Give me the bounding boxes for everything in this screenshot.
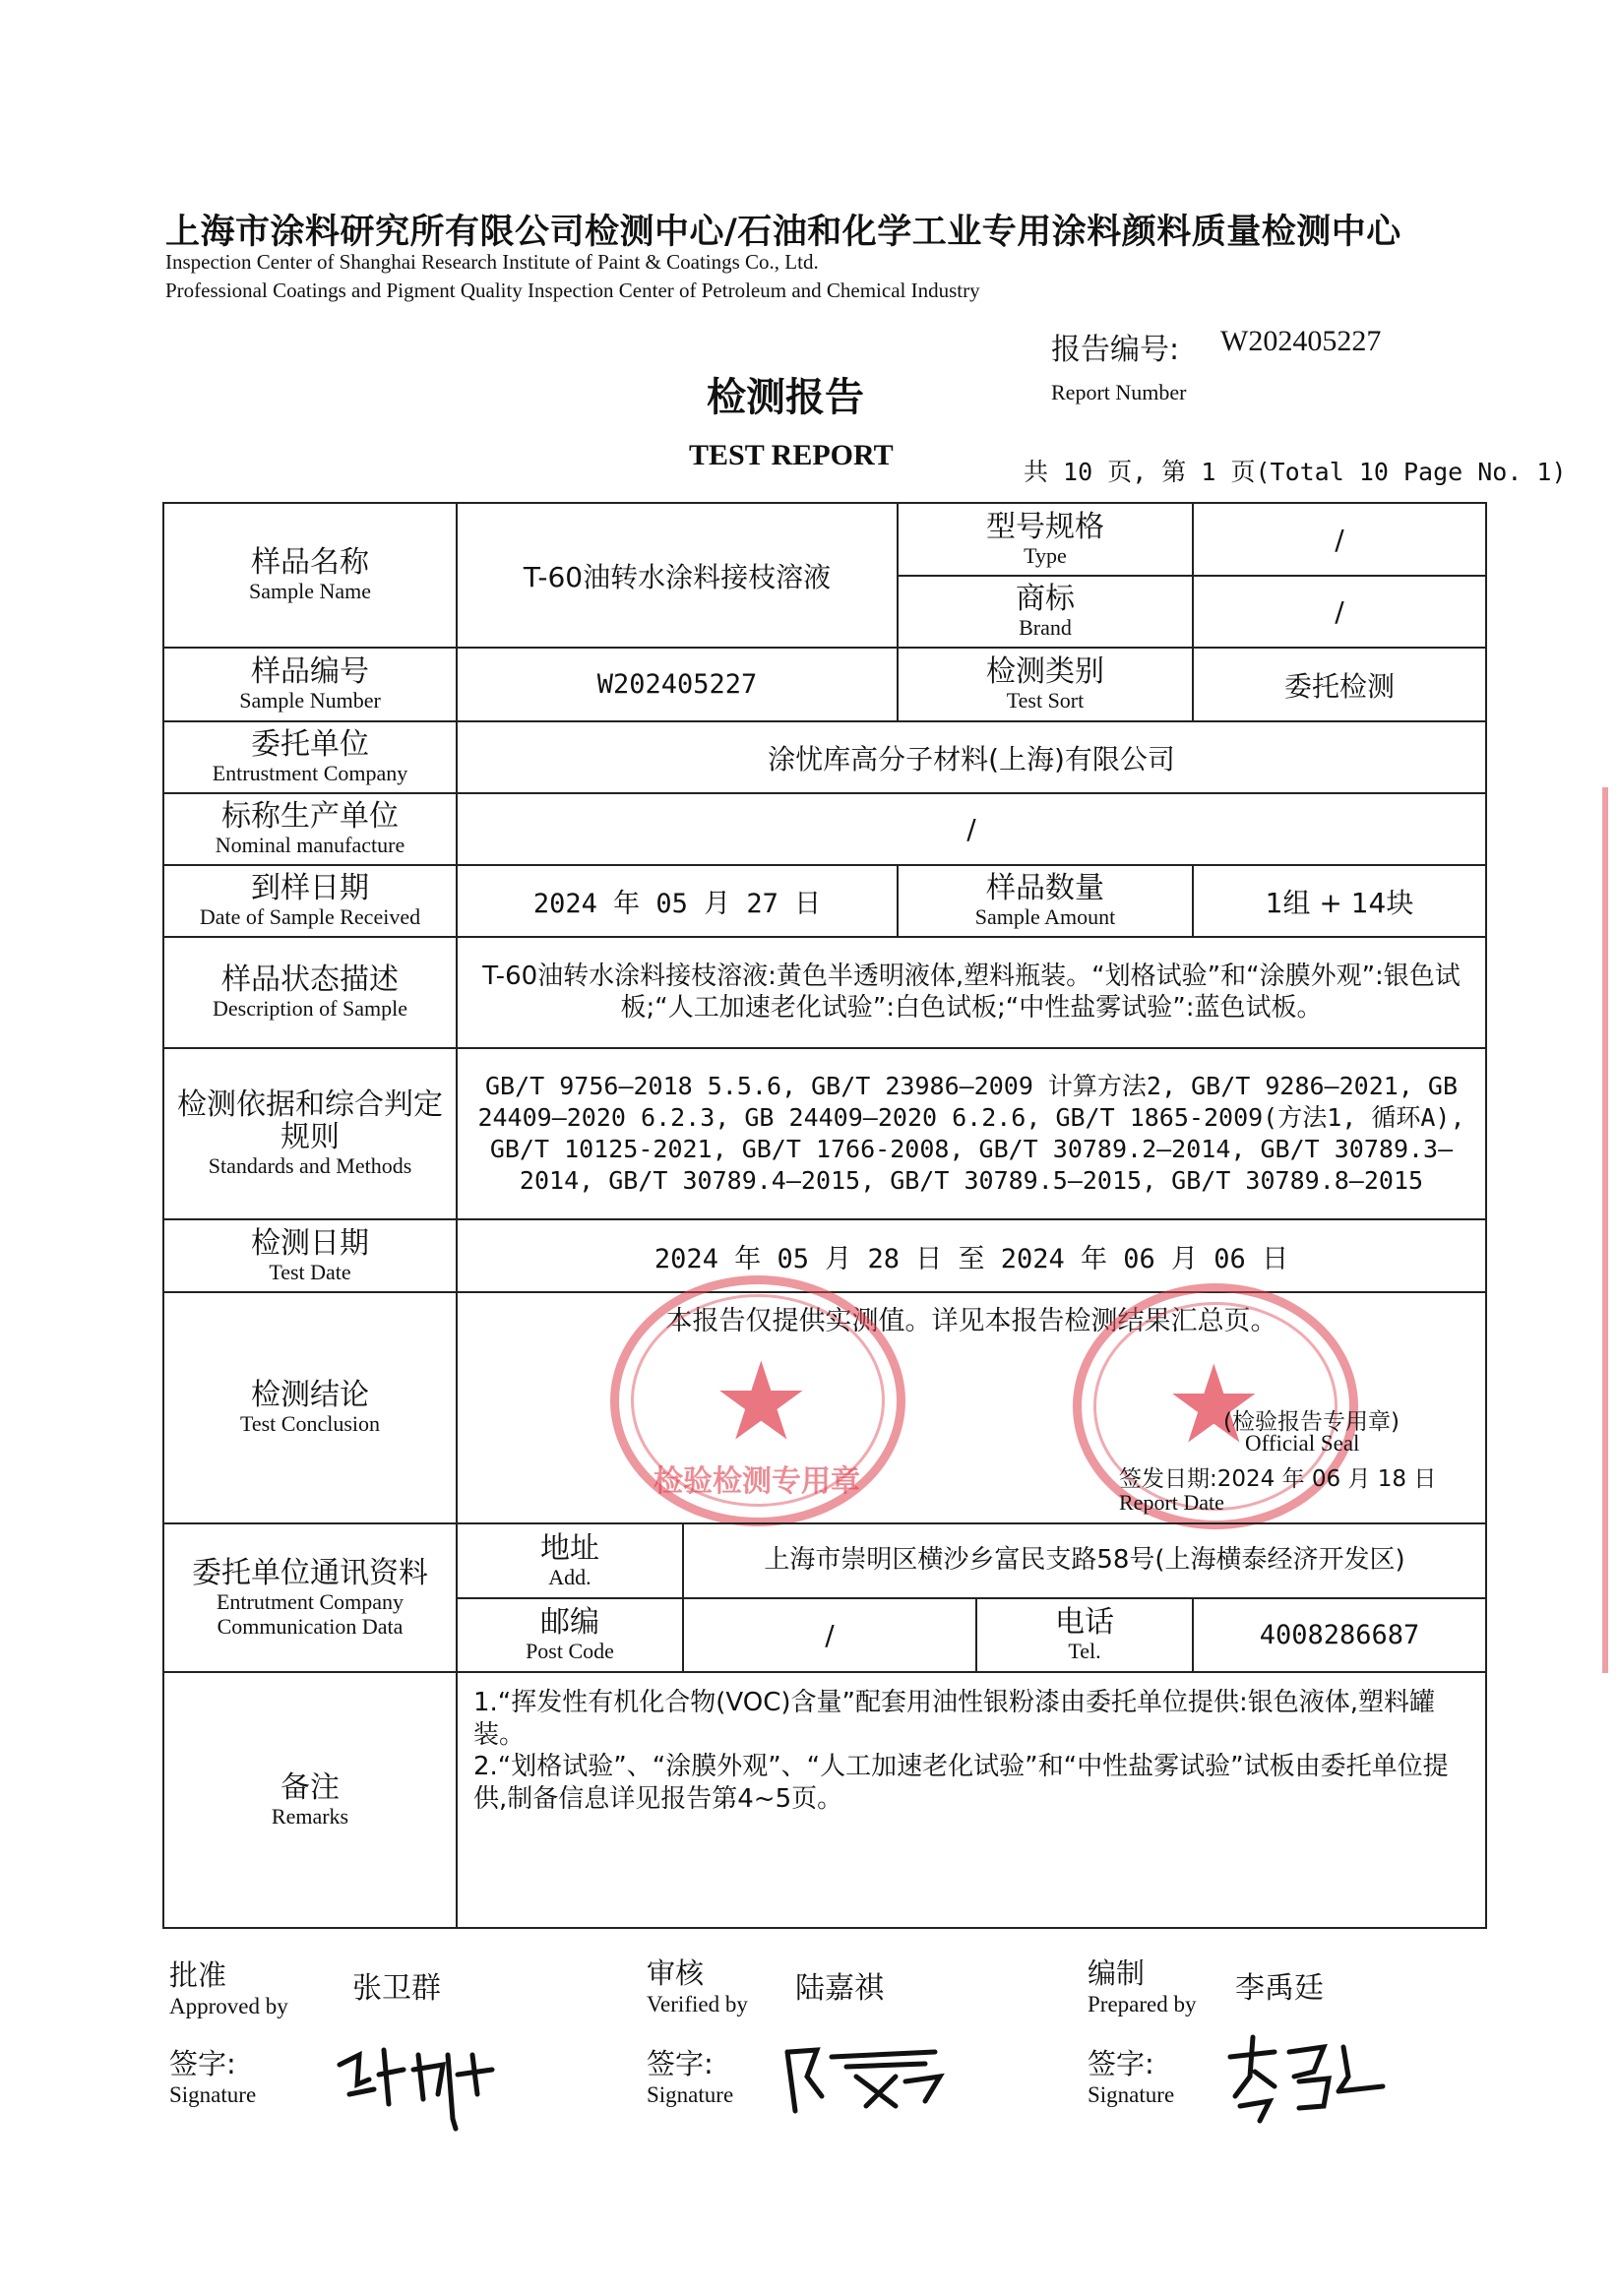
label-en: Brand — [1019, 615, 1072, 641]
value-text: 涂忧库高分子材料(上海)有限公司 — [768, 742, 1175, 776]
label-address — [456, 1522, 684, 1599]
role-cn: 编制 — [1088, 1956, 1146, 1990]
value-test-sort — [1192, 647, 1487, 722]
remarks-line-1: 1.“挥发性有机化合物(VOC)含量”配套用油性银粉漆由委托单位提供:银色液体,塑料罐装。 — [473, 1688, 1436, 1750]
value-text: T-60油转水涂料接枝溶液 — [523, 560, 832, 593]
official-seal-left — [610, 1275, 905, 1526]
label-cn: 委托单位通讯资料 — [192, 1555, 428, 1590]
report-title-en: TEST REPORT — [689, 439, 894, 471]
signature-cn: 签字: — [1088, 2047, 1154, 2080]
label-en: Entrustment Company — [212, 761, 408, 786]
value-tel — [1192, 1597, 1487, 1673]
label-cn: 型号规格 — [986, 509, 1104, 544]
label-en: Add. — [548, 1564, 591, 1589]
preparer-signature-label — [1088, 2042, 1174, 2108]
verifier-handwritten-signature — [778, 2022, 955, 2121]
report-title-cn: 检测报告 — [707, 375, 864, 420]
value-text: GB/T 9756—2018 5.5.6, GB/T 23986—2009 计算方法2, GB/T 9286—2021, GB 24409—2020 6.2.3, GB 24409—2020 6.2.6, GB/T 1865-2009(方法1, 循环A), GB/T 10125-2021, GB/T 1766-2008, GB/T 30789.2—2014, GB/T 30789.3—2014, GB/T 30789.4—2015, GB/T 30789.5—2015, GB/T 30789.8—2015 — [477, 1072, 1465, 1195]
value-date-received — [456, 864, 899, 938]
report-date-en: Report Date — [1119, 1490, 1224, 1515]
label-en-1: Entrutment Company — [216, 1588, 404, 1614]
role-cn: 批准 — [169, 1958, 227, 1992]
value-test-date — [456, 1218, 1487, 1293]
role-en: Approved by — [169, 1994, 288, 2018]
verifier-name: 陆嘉祺 — [795, 1971, 884, 2006]
edge-seal-fragment — [1602, 787, 1618, 1673]
approved-by — [169, 1954, 288, 2019]
value-text: W202405227 — [596, 669, 758, 700]
label-conclusion — [162, 1291, 458, 1524]
value-text: 4008286687 — [1259, 1620, 1420, 1650]
label-communication-data — [162, 1522, 458, 1673]
value-text: / — [966, 813, 976, 845]
value-text: 上海市崇明区横沙乡富民支路58号(上海横泰经济开发区) — [764, 1545, 1405, 1576]
label-en: Sample Amount — [974, 904, 1116, 930]
value-post-code — [682, 1597, 977, 1673]
label-cn: 商标 — [1016, 582, 1075, 617]
value-text: 2024 年 05 月 27 日 — [532, 889, 822, 919]
label-en: Test Sort — [1006, 688, 1085, 714]
value-brand — [1192, 575, 1487, 649]
role-en: Prepared by — [1088, 1992, 1197, 2017]
signature-cn: 签字: — [647, 2047, 714, 2080]
label-en: Sample Name — [248, 579, 372, 604]
label-standards — [162, 1047, 458, 1220]
value-conclusion — [456, 1291, 1487, 1524]
label-type — [897, 502, 1194, 577]
value-text: / — [1335, 523, 1344, 556]
value-nominal-manufacture — [456, 792, 1487, 866]
value-text: T-60油转水涂料接枝溶液:黄色半透明液体,塑料瓶装。“划格试验”和“涂膜外观”:银色试板;“人工加速老化试验”:白色试板;“中性盐雾试验”:蓝色试板。 — [482, 962, 1461, 1023]
label-cn: 样品数量 — [986, 871, 1104, 906]
label-cn: 检测类别 — [986, 654, 1104, 690]
signature-en: Signature — [169, 2082, 257, 2107]
seal-label-en: Official Seal — [1245, 1431, 1360, 1456]
value-sample-name — [456, 502, 899, 649]
role-en: Verified by — [647, 1992, 748, 2017]
label-cn: 检测日期 — [251, 1225, 369, 1261]
label-cn: 邮编 — [540, 1605, 599, 1641]
label-brand — [897, 575, 1194, 649]
value-text: 委托检测 — [1283, 669, 1395, 703]
label-cn: 检测结论 — [251, 1378, 369, 1413]
label-remarks — [162, 1671, 458, 1929]
approver-name: 张卫群 — [352, 1971, 441, 2006]
report-date-cn: 签发日期:2024 年 06 月 18 日 — [1119, 1466, 1437, 1492]
report-table — [162, 502, 1487, 1929]
remarks-text — [473, 1687, 1469, 1815]
label-test-sort — [897, 647, 1194, 722]
value-text: 1组 + 14块 — [1265, 886, 1414, 919]
verifier-signature-label — [647, 2042, 733, 2108]
seal-star-icon: ★ — [713, 1338, 810, 1464]
label-cn: 标称生产单位 — [221, 799, 399, 835]
label-en: Remarks — [271, 1803, 349, 1829]
label-date-received — [162, 864, 458, 938]
value-text: 本报告仅提供实测值。详见本报告检测结果汇总页。 — [665, 1306, 1277, 1336]
label-cn: 样品编号 — [251, 654, 369, 690]
value-text: / — [825, 1619, 835, 1651]
preparer-handwritten-signature — [1215, 2017, 1393, 2126]
label-cn: 样品状态描述 — [221, 962, 399, 998]
org-name-en-1: Inspection Center of Shanghai Research Institute of Paint & Coatings Co., Ltd. — [165, 250, 819, 274]
report-number-label-en: Report Number — [1051, 380, 1187, 404]
org-name-en-2: Professional Coatings and Pigment Quality Inspection Center of Petroleum and Chemical Industry — [165, 279, 980, 302]
label-en-2: Communication Data — [217, 1614, 404, 1639]
signature-cn: 签字: — [169, 2047, 236, 2080]
label-cn: 委托单位 — [251, 727, 369, 763]
label-en: Test Conclusion — [239, 1411, 381, 1437]
value-description — [456, 936, 1487, 1049]
label-entrustment-company — [162, 720, 458, 794]
report-number-value: W202405227 — [1220, 325, 1382, 357]
label-cn: 备注 — [280, 1769, 340, 1805]
label-post-code — [456, 1597, 684, 1673]
label-sample-name — [162, 502, 458, 649]
approver-handwritten-signature — [330, 2025, 507, 2134]
signature-en: Signature — [647, 2082, 734, 2107]
label-cn: 地址 — [540, 1530, 599, 1566]
verified-by — [647, 1952, 748, 2017]
label-en: Test Date — [269, 1259, 351, 1284]
page-indicator: 共 10 页, 第 1 页(Total 10 Page No. 1) — [1024, 458, 1567, 486]
value-text: / — [1335, 595, 1344, 628]
value-address — [682, 1522, 1487, 1599]
seal-star-icon: ★ — [1165, 1341, 1263, 1467]
approver-signature-label — [169, 2042, 256, 2108]
label-description — [162, 936, 458, 1049]
value-remarks — [456, 1671, 1487, 1929]
label-en: Date of Sample Received — [199, 904, 421, 930]
seal-bottom-text: 检验检测专用章 — [653, 1464, 860, 1499]
value-standards — [456, 1047, 1487, 1220]
label-en: Post Code — [526, 1639, 614, 1664]
label-sample-number — [162, 647, 458, 722]
seal-label-cn: (检验报告专用章) — [1223, 1409, 1400, 1435]
label-cn: 电话 — [1055, 1605, 1114, 1641]
preparer-name: 李禹廷 — [1235, 1971, 1324, 2006]
label-en: Tel. — [1068, 1639, 1101, 1664]
label-cn: 到样日期 — [251, 871, 369, 906]
label-cn: 样品名称 — [251, 545, 369, 581]
org-name-cn: 上海市涂料研究所有限公司检测中心/石油和化学工业专用涂料颜料质量检测中心 — [165, 213, 1401, 252]
label-en: Nominal manufacture — [215, 833, 405, 858]
report-number-label-cn: 报告编号: — [1051, 333, 1180, 367]
value-entrustment-company — [456, 720, 1487, 794]
value-sample-number — [456, 647, 899, 722]
label-test-date — [162, 1218, 458, 1293]
remarks-line-2: 2.“划格试验”、“涂膜外观”、“人工加速老化试验”和“中性盐雾试验”试板由委托单位提供,制备信息详见报告第4~5页。 — [473, 1752, 1449, 1814]
value-text: 2024 年 05 月 28 日 至 2024 年 06 月 06 日 — [653, 1243, 1289, 1274]
label-en: Sample Number — [239, 688, 381, 714]
label-en: Standards and Methods — [208, 1153, 412, 1179]
label-sample-amount — [897, 864, 1194, 938]
prepared-by — [1088, 1952, 1197, 2017]
value-sample-amount — [1192, 864, 1487, 938]
label-nominal-manufacture — [162, 792, 458, 866]
signature-en: Signature — [1088, 2082, 1175, 2107]
label-en: Type — [1024, 542, 1067, 568]
label-en: Description of Sample — [213, 996, 407, 1022]
label-cn: 检测依据和综合判定规则 — [177, 1087, 443, 1155]
value-type — [1192, 502, 1487, 577]
label-tel — [975, 1597, 1194, 1673]
role-cn: 审核 — [647, 1956, 705, 1990]
